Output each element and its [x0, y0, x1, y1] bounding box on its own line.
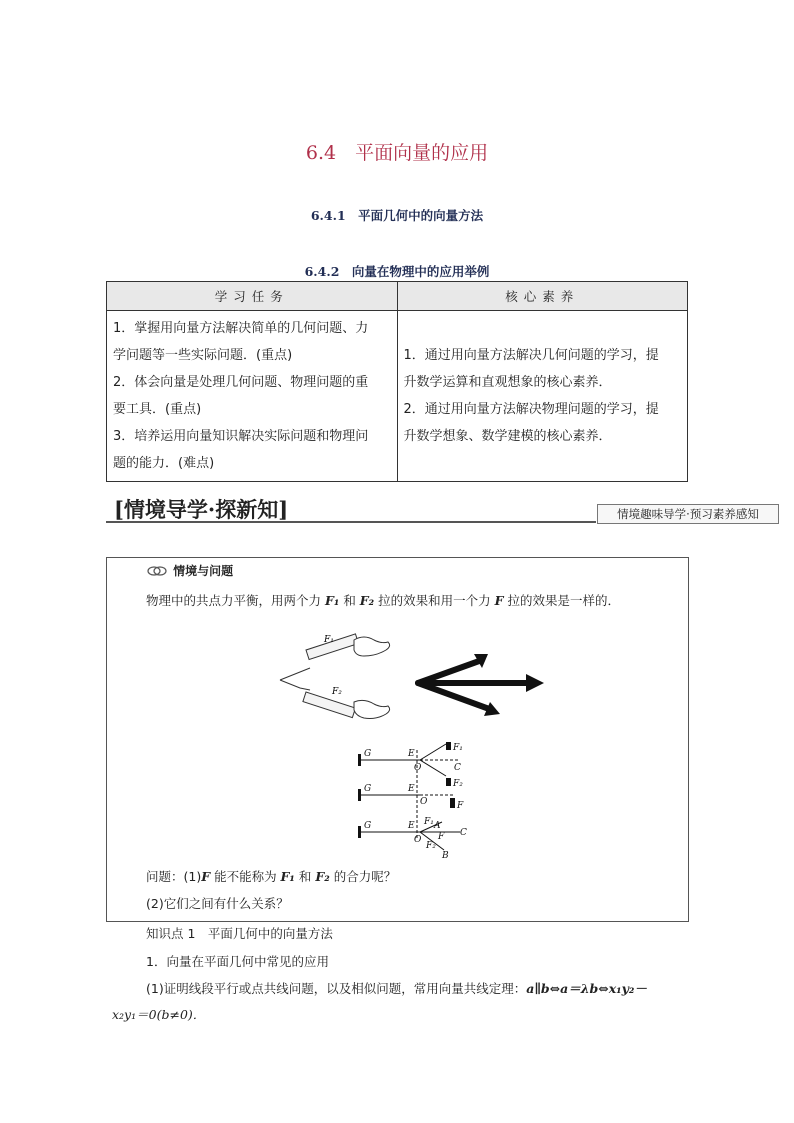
- section-tag: 情境趣味导学·预习素养感知: [597, 504, 779, 524]
- subtitle-642: 6.4.2 向量在物理中的应用举例: [304, 264, 490, 279]
- fig-label-f2: F₂: [332, 687, 342, 697]
- fig-label-e: E: [408, 821, 415, 831]
- fig-label-a: A: [434, 821, 441, 831]
- task-line: 3．培养运用向量知识解决实际问题和物理问: [113, 429, 369, 444]
- item-text: (1)证明线段平行或点共线问题，以及相似问题，常用向量共线定理：: [146, 981, 527, 996]
- fig-label-f2: F₂: [453, 779, 463, 789]
- fig-label-g: G: [364, 784, 372, 794]
- fig-label-f1: F₁: [324, 635, 334, 645]
- page-title: 6.4 平面向量的应用: [305, 142, 489, 164]
- fig-label-f: F: [457, 801, 464, 811]
- intro-text: 和: [339, 593, 360, 608]
- header-tasks: 学习任务: [107, 282, 398, 311]
- fig-label-b: B: [442, 851, 449, 860]
- task-line: 2．体会向量是处理几何问题、物理问题的重: [113, 375, 369, 390]
- question-text: 和: [294, 869, 316, 884]
- fig-label-f: F: [438, 832, 445, 842]
- collinear-formula: a∥b⇔a＝λb⇔x₁y₂－: [526, 981, 647, 996]
- force-f1: F₁: [324, 593, 340, 608]
- force-f2: F₂: [359, 593, 375, 608]
- fig-label-g: G: [364, 821, 372, 831]
- scenario-label: 情境与问题: [173, 564, 234, 578]
- task-line: 1．掌握用向量方法解决简单的几何问题、力: [113, 321, 369, 336]
- fig-label-f1: F₁: [453, 743, 463, 753]
- knowledge-point: 知识点 1 平面几何中的向量方法: [146, 926, 333, 941]
- fig-label-c: C: [460, 828, 467, 838]
- fig-label-o: O: [414, 835, 422, 845]
- literacy-line: 1．通过用向量方法解决几何问题的学习，提: [403, 348, 659, 363]
- intro-text: 拉的效果是一样的．: [503, 593, 620, 608]
- fig-label-f1: F₁: [424, 817, 434, 827]
- knowledge-item-1-1-cont: x₂y₁＝0(b≠0)．: [112, 1007, 206, 1022]
- goals-table: [106, 281, 688, 482]
- literacy-line: 升数学运算和直观想象的核心素养．: [403, 375, 612, 390]
- question-text: 问题：(1): [146, 869, 202, 884]
- section-rule: [106, 521, 596, 523]
- fig-label-g: G: [364, 749, 372, 759]
- fig-label-o: O: [420, 797, 428, 807]
- force-arrows: [412, 650, 548, 720]
- force-diagram: [350, 738, 480, 860]
- fig-label-o: O: [414, 763, 422, 773]
- handshake-icon: [146, 564, 168, 578]
- task-line: 题的能力．(难点): [113, 456, 215, 471]
- subtitle-641: 6.4.1 平面几何中的向量方法: [310, 208, 484, 223]
- force-f: F: [494, 593, 504, 608]
- fig-label-e: E: [408, 749, 415, 759]
- question-2: (2)它们之间有什么关系？: [146, 896, 289, 911]
- fig-label-f2: F₂: [426, 841, 436, 851]
- question-text: 能不能称为: [210, 869, 281, 884]
- force-f: F: [201, 869, 211, 884]
- tasks-cell: [107, 311, 398, 482]
- scenario-label-row: [146, 560, 233, 579]
- force-f1: F₁: [280, 869, 295, 884]
- section-heading: [情境导学·探新知]: [114, 497, 289, 522]
- force-f2: F₂: [315, 869, 330, 884]
- literacy-line: 2．通过用向量方法解决物理问题的学习，提: [403, 402, 659, 417]
- knowledge-item-1-1: [146, 979, 647, 997]
- knowledge-item-1: 1．向量在平面几何中常见的应用: [146, 954, 329, 969]
- spring-scale-illustration: [270, 628, 400, 720]
- literacy-cell: [397, 311, 688, 482]
- scenario-intro: [146, 591, 620, 609]
- question-1: [146, 867, 396, 885]
- fig-label-e: E: [408, 784, 415, 794]
- intro-text: 拉的效果和用一个力: [374, 593, 495, 608]
- task-line: 要工具．(重点): [113, 402, 202, 417]
- fig-label-c: C: [454, 763, 461, 773]
- task-line: 学问题等一些实际问题．(重点): [113, 348, 293, 363]
- question-text: 的合力呢？: [329, 869, 397, 884]
- header-literacy: 核心素养: [397, 282, 688, 311]
- intro-text: 物理中的共点力平衡，用两个力: [146, 593, 325, 608]
- literacy-line: 升数学想象、数学建模的核心素养．: [403, 429, 612, 444]
